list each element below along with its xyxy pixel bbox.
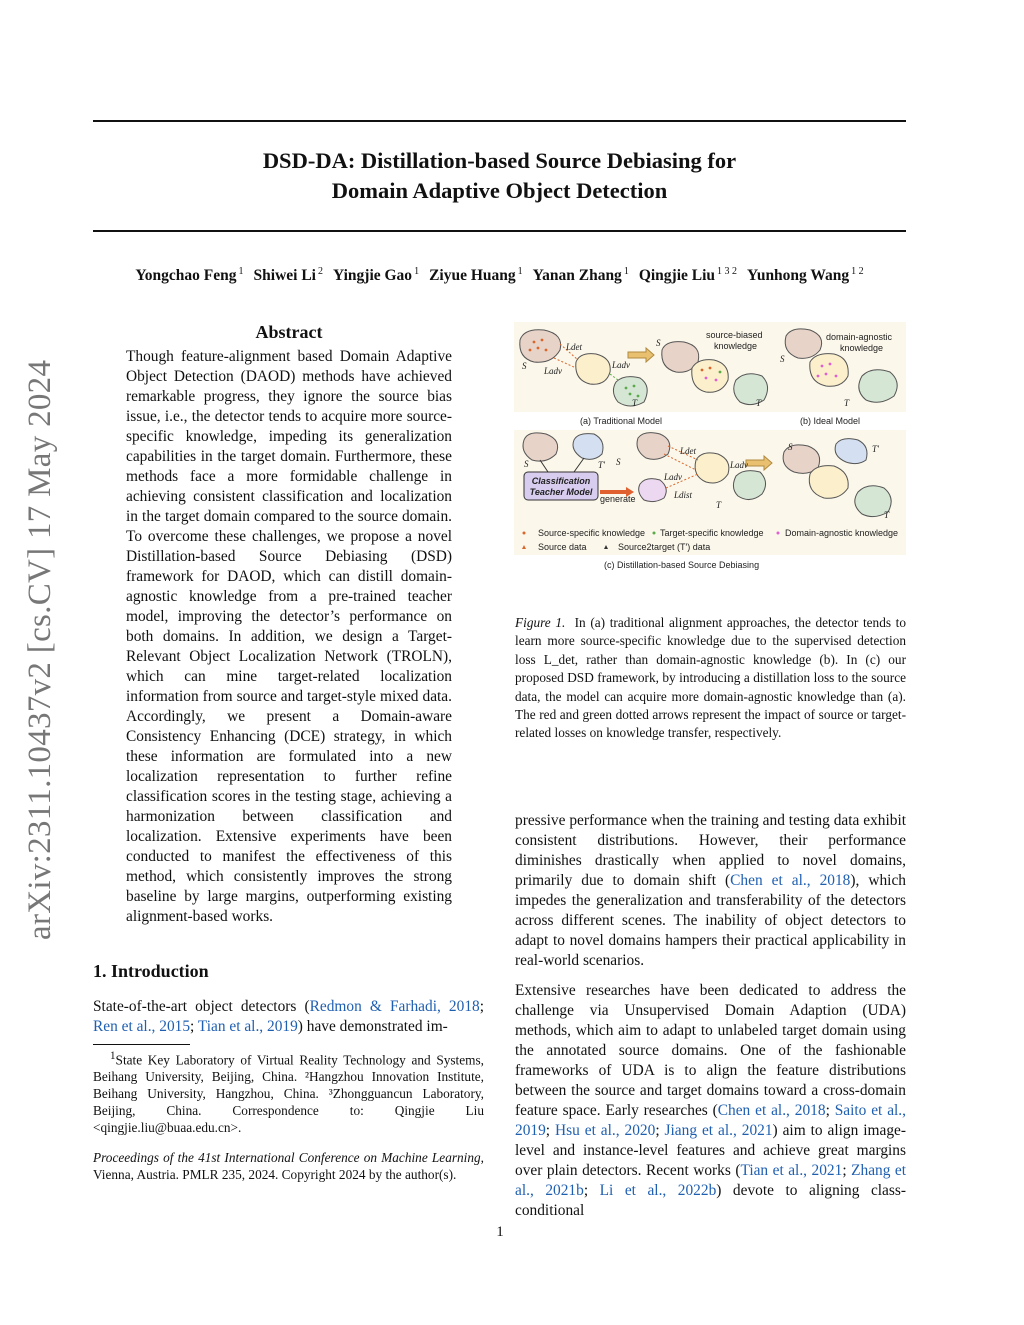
svg-text:knowledge: knowledge bbox=[714, 341, 758, 351]
panel-a-caption: (a) Traditional Model bbox=[580, 416, 663, 426]
svg-text:Ladv: Ladv bbox=[664, 472, 682, 482]
paragraph bbox=[515, 981, 906, 1221]
citation-link[interactable]: Hsu et al., 2020 bbox=[555, 1122, 656, 1139]
author-name: Yunhong Wang bbox=[747, 267, 850, 285]
paragraph bbox=[515, 811, 906, 971]
author bbox=[254, 267, 323, 284]
paper-title bbox=[93, 146, 906, 206]
loss-adv-label: Ladv bbox=[544, 366, 562, 376]
citation-link[interactable]: Chen et al., 2018 bbox=[717, 1102, 826, 1119]
svg-text:T: T bbox=[884, 510, 890, 520]
author-affiliation: 1 bbox=[238, 266, 244, 277]
figure-label: Figure 1. bbox=[515, 615, 566, 630]
author-affiliation: 2 bbox=[317, 266, 323, 277]
title-line-1: DSD-DA: Distillation-based Source Debiasing for bbox=[262, 148, 737, 173]
source-label: S bbox=[522, 361, 527, 371]
author bbox=[429, 267, 523, 284]
svg-text:S: S bbox=[788, 442, 793, 452]
body-text: ; bbox=[825, 1102, 835, 1119]
author-affiliation: 1 bbox=[623, 266, 629, 277]
author-list bbox=[93, 266, 906, 285]
citation-link[interactable]: Tian et al., 2021 bbox=[740, 1162, 843, 1179]
author-name: Yongchao Feng bbox=[135, 267, 237, 285]
svg-text:S: S bbox=[524, 459, 529, 469]
svg-text:T: T bbox=[844, 398, 850, 408]
loss-det-label: Ldet bbox=[566, 342, 583, 352]
citation-link[interactable]: Redmon & Farhadi, 2018 bbox=[309, 998, 480, 1015]
author-name: Ziyue Huang bbox=[429, 267, 516, 285]
legend-source-specific: Source-specific knowledge bbox=[538, 528, 646, 538]
arxiv-identifier: arXiv:2311.10437v2 [cs.CV] 17 May 2024 bbox=[22, 359, 58, 940]
svg-text:knowledge: knowledge bbox=[840, 343, 884, 353]
svg-text:T: T bbox=[756, 398, 762, 408]
footnote-mark: 1 bbox=[110, 1050, 116, 1062]
title-line-2: Domain Adaptive Object Detection bbox=[331, 178, 668, 203]
intro-paragraph bbox=[93, 997, 484, 1037]
domain-agnostic-label: domain-agnostic bbox=[826, 332, 893, 342]
panel-b-caption: (b) Ideal Model bbox=[800, 416, 861, 426]
author-name: Yanan Zhang bbox=[532, 267, 622, 285]
author bbox=[533, 267, 629, 284]
body-text: ; bbox=[190, 1018, 198, 1035]
abstract-heading: Abstract bbox=[255, 322, 323, 342]
body-text: ; bbox=[583, 1182, 600, 1199]
svg-text:T′: T′ bbox=[872, 444, 879, 454]
target-domain-blob bbox=[613, 377, 647, 406]
citation-link[interactable]: Ren et al., 2015 bbox=[93, 1018, 191, 1035]
body-text: ) aim to align image-level and instance-level features and achieve great margins over plain detectors. Recent works ( bbox=[515, 1122, 906, 1179]
legend-domain-agnostic: Domain-agnostic knowledge bbox=[785, 528, 899, 538]
page-number: 1 bbox=[496, 1224, 504, 1240]
legend-source2target-data: Source2target (T′) data bbox=[618, 542, 711, 552]
svg-text:S: S bbox=[656, 338, 661, 348]
body-text: ) have demonstrated im- bbox=[297, 1018, 448, 1035]
legend-source-data: Source data bbox=[538, 542, 587, 552]
citation-link[interactable]: Zhang et al., 2021b bbox=[515, 1162, 907, 1199]
body-text: ; bbox=[545, 1122, 555, 1139]
loss-adv-label: Ladv bbox=[612, 360, 630, 370]
panel-c-caption: (c) Distillation-based Source Debiasing bbox=[604, 560, 760, 570]
source-domain-blob bbox=[520, 330, 561, 363]
author bbox=[135, 267, 243, 284]
svg-text:S: S bbox=[780, 354, 785, 364]
proceedings-note bbox=[93, 1149, 484, 1183]
body-text: ; bbox=[479, 998, 484, 1015]
author-affiliation: 1 bbox=[414, 266, 420, 277]
target-label: T bbox=[632, 398, 638, 408]
svg-text:S: S bbox=[616, 457, 621, 467]
body-text: ) devote to aligning class-conditional bbox=[515, 1182, 906, 1219]
svg-text:Ladv: Ladv bbox=[730, 460, 748, 470]
svg-text:Teacher Model: Teacher Model bbox=[529, 487, 593, 497]
author bbox=[639, 267, 737, 284]
svg-text:T: T bbox=[716, 500, 722, 510]
footnote-text: State Key Laboratory of Virtual Reality Technology and Systems, Beihang University, Beijing, China. ²Hangzhou Innovation Institute, Beihang University, Hangzhou, China. ³Zhongguancun Laboratory, Beijing, China. Correspondence to: Qingjie Liu <qingjie.liu@buaa.edu.cn>. bbox=[93, 1052, 484, 1136]
title-rule-bottom bbox=[93, 230, 906, 232]
body-text: ; bbox=[842, 1162, 852, 1179]
author-affiliation: 1 bbox=[517, 266, 523, 277]
body-text: pressive performance when the training and testing data exhibit consistent distributions. However, their performance diminishes drastically when applied to novel domains, primarily due to domain shift ( bbox=[515, 812, 906, 889]
svg-text:Classification: Classification bbox=[531, 476, 591, 486]
author bbox=[333, 267, 419, 284]
source2target-label: T′ bbox=[598, 460, 605, 470]
source-biased-label: source-biased bbox=[706, 330, 763, 340]
figure-caption bbox=[515, 614, 906, 743]
figure-1 bbox=[514, 322, 906, 577]
right-column-text bbox=[515, 811, 906, 1231]
body-text: ; bbox=[655, 1122, 665, 1139]
body-text: Extensive researches have been dedicated to address the challenge via Unsupervised Domain Adaption (UDA) methods, which aim to adapt to unlabeled target domain using the annotated source domains. One of the fashionable frameworks of UDA is to align the feature distributions between the source and target domains toward a cross-domain feature space. Early researches ( bbox=[515, 982, 906, 1119]
author-affiliation: 1 3 2 bbox=[717, 266, 738, 277]
author bbox=[747, 267, 864, 284]
legend-target-specific: Target-specific knowledge bbox=[660, 528, 764, 538]
generate-label: generate bbox=[600, 494, 636, 504]
citation-link[interactable]: Saito et al., 2019 bbox=[515, 1102, 907, 1139]
figure-caption-text: In (a) traditional alignment approaches, the detector tends to learn more source-specific knowledge due to the supervised detection loss L_det, rather than domain-agnostic knowledge (b). In (c) our proposed DSD framework, by introducing a distillation loss to the source data, the model can acquire more domain-agnostic knowledge than (a). The red and green dotted arrows represent the impact of source or target-related losses on knowledge transfer, respectively. bbox=[515, 615, 906, 741]
citation-link[interactable]: Jiang et al., 2021 bbox=[664, 1122, 773, 1139]
svg-text:Ldet: Ldet bbox=[680, 446, 697, 456]
proceedings-details: , Vienna, Austria. PMLR 235, 2024. Copyright 2024 by the author(s). bbox=[93, 1150, 484, 1182]
author-name: Shiwei Li bbox=[253, 267, 316, 285]
body-text: ), which impedes the generalization and transferability of the detectors across different scenes. The inability of object detectors to adapt to novel domains hampers their practical applicability in real-world scenarios. bbox=[515, 872, 906, 969]
author-name: Qingjie Liu bbox=[638, 267, 716, 285]
abstract-text: Though feature-alignment based Domain Adaptive Object Detection (DAOD) methods have achieved remarkable progress, they ignore the source bias issue, i.e., the detector tends to acquire more source-specific knowledge, impeding its generalization capabilities in the target domain. Furthermore, these methods face a more formidable challenge in achieving consistent classification and localization in the target domain compared to the source domain. To overcome these challenges, we propose a novel Distillation-based Source Debiasing (DSD) framework for DAOD, which can distill domain-agnostic knowledge from a pre-trained teacher model, improving the detector’s performance on both domains. In addition, we design a Target-Relevant Object Localization Network (TROLN), which can mine target-related localization information from source and target-style mixed data. Accordingly, we present a Domain-aware Consistency Enhancing (DCE) strategy, in which these information are formulated into a new localization representation to further refine classification scores in the testing stage, achieving a harmonization between classification and localization. Extensive experiments have been conducted to manifest the effectiveness of this method, which consistently improves the strong baseline by large margins, outperforming existing alignment-based works. bbox=[126, 348, 452, 925]
detector-blob bbox=[576, 354, 610, 385]
proceedings-venue: Proceedings of the 41st International Conference on Machine Learning bbox=[93, 1150, 481, 1165]
loss-dist-label: Ldist bbox=[674, 490, 693, 500]
section-heading-introduction: 1. Introduction bbox=[93, 961, 209, 981]
footnote-rule bbox=[93, 1044, 190, 1045]
citation-link[interactable]: Chen et al., 2018 bbox=[730, 872, 851, 889]
citation-link[interactable]: Tian et al., 2019 bbox=[197, 1018, 298, 1035]
author-affiliation: 1 2 bbox=[851, 266, 864, 277]
body-text: State-of-the-art object detectors ( bbox=[93, 998, 310, 1015]
figure-1-diagram bbox=[514, 322, 906, 577]
title-rule-top bbox=[93, 120, 906, 122]
citation-link[interactable]: Li et al., 2022b bbox=[599, 1182, 717, 1199]
author-name: Yingjie Gao bbox=[332, 267, 413, 285]
footnote bbox=[93, 1048, 484, 1136]
